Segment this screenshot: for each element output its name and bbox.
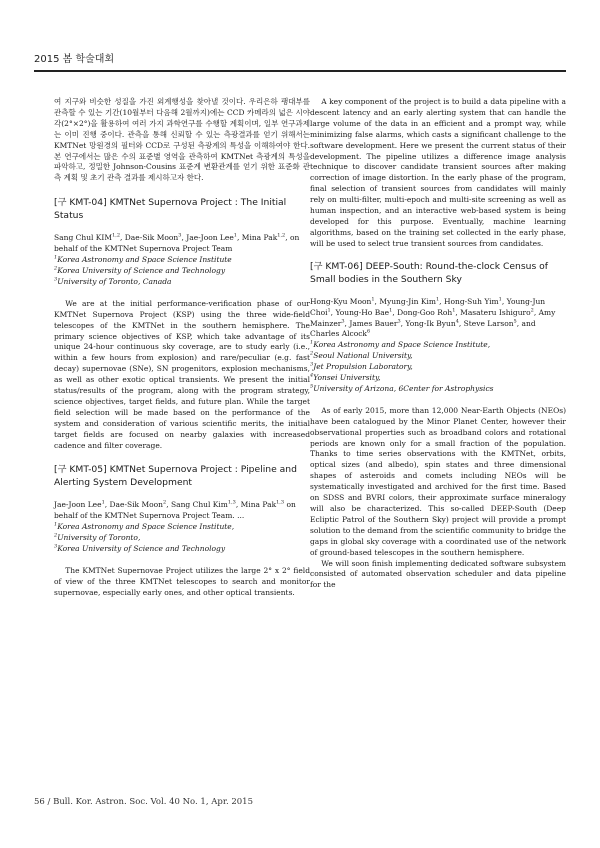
affiliation-text: Korea Astronomy and Space Science Institute [57,255,232,265]
author-name: Dong-Goo Roh [397,307,453,317]
affiliation-mark: 2 [310,350,314,357]
affiliation-mark: 4 [310,372,314,379]
author-affiliation-mark: 1 [389,307,393,314]
abstract-kmt-05 [54,463,310,598]
affiliation-text: Jet Propulsion Laboratory, [313,362,413,372]
author-name: Masateru Ishiguro [460,307,531,317]
author-name: Jae-Joon Lee [54,500,102,510]
author-name: Sang Chul Kim [170,500,228,510]
affiliation-list [54,522,310,555]
author-name: Jae-Joon Lee [186,233,234,243]
affiliation-mark: 5 [310,383,314,390]
author-name: and Charles Alcock [310,318,536,339]
header-rule [34,70,566,72]
affiliation-text: University of Toronto, Canada [57,276,172,286]
author-name: James Bauer [349,318,398,328]
affiliation-mark: 1 [54,254,58,261]
author-affiliation-mark: 1 [101,499,105,506]
affiliation [54,522,310,533]
author-name: Mina Pak [241,233,278,243]
affiliation-mark: 1 [54,521,58,528]
author-name: Yong-Ik Byun [405,318,456,328]
author-list: Sang Chul KIM$^{1,2}$, Dae-Sik Moon$^3$, Jae-Joon Lee$^1$, Mina Pak$^{1,2}$, on behalf of the KMTNet Supernova Project Team [54,232,300,254]
author-affiliation-mark: 1 [327,307,331,314]
author-affiliation-mark: 1,2 [277,232,286,239]
affiliation-mark: 3 [54,276,58,283]
affiliation [310,384,566,395]
affiliation [310,340,566,351]
affiliation [54,277,310,288]
author-affiliation-mark: 6 [366,328,371,335]
author-affiliation-mark: 1,2 [112,232,121,239]
author-name: Steve Larson [463,318,514,328]
affiliation-mark: 2 [54,265,58,272]
page-header: 2015 봄 학술대회 [34,54,115,65]
author-name: Amy Mainzer [310,307,556,328]
team-suffix: on behalf of the KMTNet Supernova Project Team. ... [54,500,296,521]
author-list: Jae-Joon Lee$^1$, Dae-Sik Moon$^2$, Sang Chul Kim$^{1,3}$, Mina Pak$^{1,3}$ on behalf of the KMTNet Supernova Project Team. ... [54,499,296,521]
author-affiliation-mark: 3 [178,232,182,239]
author-affiliation-mark: 4 [455,318,459,324]
affiliation [310,351,566,362]
affiliation [54,533,310,544]
korean-paragraph: 여 지구와 비슷한 성질을 가진 외계행성을 찾아낼 것이다. 우리은하 팽대부를 관측할 수 있는 기간(10월부터 다음해 2월까지)에는 CCD 카메라의 넓은 시야각(2°×2°)을 활용하여 여러 가지 과학연구를 수행할 계획이며, 일부 연구과제는 이미 진행 중이다. 관측을 통해 신뢰할 수 있는 측광결과를 얻기 위해서는 KMTNet 망원경의 필터와 CCD로 구성된 측광계의 특성을 이해하여야 한다. 본 연구에서는 많은 수의 표준별 영역을 관측하여 KMTNet 측광계의 특성을 파악하고, 정밀한 Johnson-Cousins 표준계 변환관계를 얻기 위한 표준화 관측 계획 및 초기 관측 결과를 제시하고자 한다. [54,97,310,183]
author-affiliation-mark: 1 [452,307,456,314]
right-column [310,97,566,591]
affiliation-text: Korea Astronomy and Space Science Institute, [57,522,235,532]
author-affiliation-mark: 1,3 [227,499,236,506]
author-affiliation-mark: 5 [513,318,517,324]
author-affiliation-mark: 1 [435,296,440,303]
abstract-body-continued: A key component of the project is to build a data pipeline with a descent latency and an early alerting system that can handle the large volume of the data in an efficient and a prompt way, while minimizing false alarms, which casts a significant challenge to the software development. Here we present the current status of their development. The pipeline utilizes a difference image analysis technique to discover candidate transient sources after making correction of image distortion. In the early phase of the program, final selection of transient sources from candidates will mainly rely on multi-filter, multi-epoch and multi-site screening as well as human inspection, and an interactive web-based system is being developed for this purpose. Eventually, machine learning algorithms, based on the training set collected in the early phase, will be used to select true transient sources from candidates. [310,97,566,248]
author-affiliation-mark: 1 [233,232,237,239]
author-name: Sang Chul KIM [54,233,113,243]
author-name: Dae-Sik Moon [124,233,179,243]
page-footer: 56 / Bull. Kor. Astron. Soc. Vol. 40 No. 1, Apr. 2015 [34,797,253,807]
affiliation-text: Korea University of Science and Technology [57,544,226,554]
affiliation-mark: 3 [310,361,314,368]
author-affiliation-mark: 1,3 [276,499,285,506]
affiliation-text: Korea University of Science and Technology [57,265,226,275]
affiliation-text: University of Arizona, 6Center for Astrophysics [313,383,494,393]
affiliation [54,255,310,266]
author-name: Dae-Sik Moon [109,500,163,510]
author-name: Young-Jun Choi [310,296,546,317]
author-affiliation-mark: 2 [163,499,167,506]
affiliation-mark: 3 [54,543,58,550]
abstract-title: [구 KMT-04] KMTNet Supernova Project : The Initial Status [54,197,287,222]
left-column [54,97,310,611]
affiliation-text: Yonsei University, [313,373,381,383]
abstract-body-continued: We will soon finish implementing dedicated software subsystem consisted of automated observation scheduler and data pipeline for the [310,558,566,590]
affiliation [310,362,566,373]
abstract-title: [구 KMT-06] DEEP-South: Round-the-clock Census of Small bodies in the Southern Sky [310,260,549,285]
team-suffix: , on behalf of the KMTNet Supernova Project Team [54,233,300,254]
affiliation-text: University of Toronto, [57,533,141,543]
author-name: Mina Pak [240,500,277,510]
author-affiliation-mark: 1 [498,296,502,303]
author-affiliation-mark: 1 [371,296,375,303]
author-affiliation-mark: 2 [530,307,534,314]
abstract-body: We are at the initial performance-verification phase of our KMTNet Supernova Project (KSP) using the three wide-field telescopes of the KMTNet in the southern hemisphere. The primary science objectives of KSP, which take advantage of its unique 24-hour continuous sky coverage, are to study early (i.e., within a few hours from explosion) and rare/peculiar (e.g. fast decay) supernovae (SNe), SN progenitors, explosion mechanisms, as well as other exotic optical transients. We present the initial status/results of the program, along with the program strategy, science objectives, target fields, and future plan. While the target field selection will be made based on the performance of the system and consideration of various scientific merits, the initial target fields are focused on nearby galaxies with increased cadence and filter coverage. [54,298,310,450]
affiliation [54,544,310,555]
author-affiliation-mark: 3 [397,318,401,324]
author-name: Hong-Suh Yim [443,296,499,306]
affiliation-mark: 1 [310,339,314,346]
author-name: Hong-Kyu Moon [310,296,372,306]
affiliation [310,373,566,384]
author-list: Hong-Kyu Moon$^1$, Myung-Jin Kim$^1$, Hong-Suh Yim$^1$, Young-Jun Choi$^1$, Young-Ho Bae$^1$, Dong-Goo Roh$^1$, Masateru Ishiguro$^2$, Amy Mainzer$^3$, James Bauer$^3$, Yong-Ik Byun$^4$, Steve Larson$^5$, and Charles Alcock$^6$ [310,296,556,339]
affiliation-text: Seoul National University, [313,351,413,361]
author-affiliation-mark: 3 [341,318,345,324]
abstract-kmt-04 [54,196,310,451]
abstract-body: The KMTNet Supernovae Project utilizes the large 2° x 2° field of view of the three KMTNet telescopes to search and monitor supernovae, especially early ones, and other optical transients. [54,566,310,597]
abstract-kmt-06 [310,260,566,592]
affiliation-list [54,255,310,288]
author-name: Myung-Jin Kim [379,296,436,306]
abstract-body: As of early 2015, more than 12,000 Near-Earth Objects (NEOs) have been catalogued by the Minor Planet Center, however their observational properties such as broadband colors and rotational periods are known only for a small fraction of the population. Thanks to time series observations with the KMTNet, orbits, optical sizes (and albedo), spin states and three dimensional shapes of asteroids and comets including NEOs will be systematically investigated and archived for the first time. Based on SDSS and BVRI colors, their approximate surface mineralogy will also be characterized. This so-called DEEP-South (Deep Ecliptic Patrol of the Southern Sky) project will provide a prompt solution to the demand from the scientific community to bridge the gaps in global sky coverage with a coordinated use of the network of ground-based telescopes in the southern hemisphere. [310,405,566,557]
affiliation-mark: 2 [54,532,58,539]
affiliation [54,266,310,277]
affiliation-text: Korea Astronomy and Space Science Institute, [313,340,491,350]
author-name: Young-Ho Bae [335,307,390,317]
abstract-title: [구 KMT-05] KMTNet Supernova Project : Pipeline and Alerting System Development [54,464,297,489]
affiliation-list [310,340,566,395]
